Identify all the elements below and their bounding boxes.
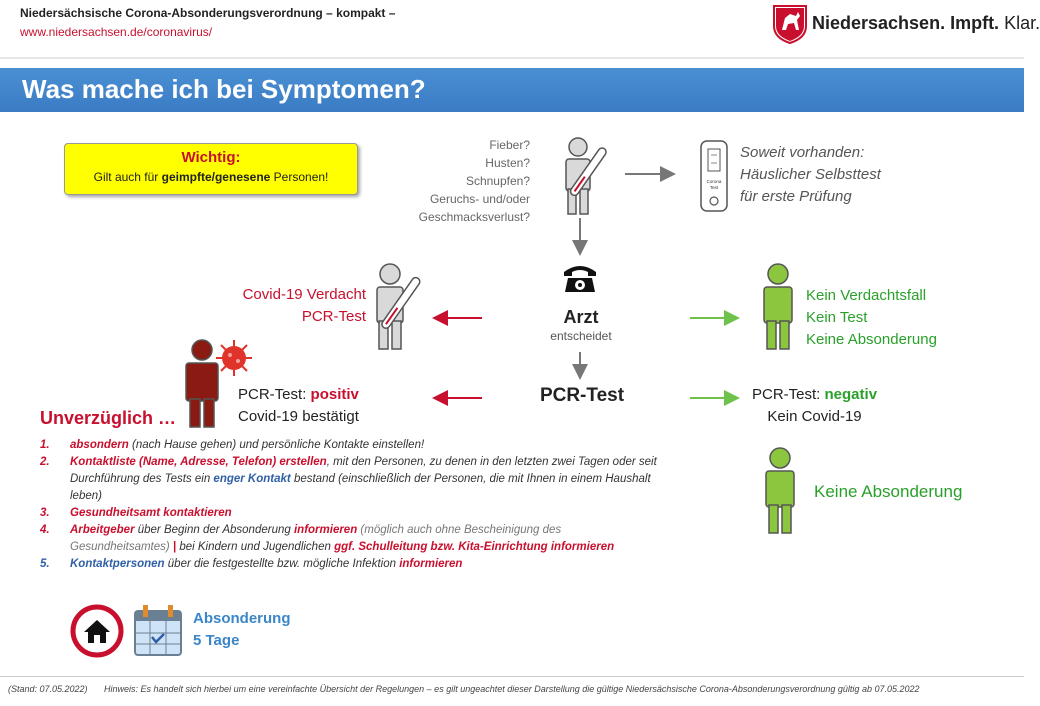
action-text: absondern (nach Hause gehen) und persönliche Kontakte einstellen! — [70, 439, 425, 451]
doctor-label: Arzt — [563, 307, 599, 327]
footer-date: (Stand: 07.05.2022) — [8, 684, 88, 694]
action-number: 2. — [40, 456, 50, 468]
isolation-duration: Absonderung 5 Tage — [193, 610, 291, 649]
action-item — [40, 522, 660, 556]
document-title: Niedersächsische Corona-Absonderungsverordnung – kompakt – — [20, 6, 396, 20]
notice-title: Wichtig: — [181, 149, 241, 166]
healthy-person-icon — [756, 262, 800, 352]
pcr-negative-result: PCR-Test: negativ Kein Covid-19 — [752, 386, 878, 425]
footer-hint: Hinweis: Es handelt sich hierbei um eine vereinfachte Übersicht der Regelungen – es gilt ungeachtet dieser Darstellung die gültige Niedersächsische Corona-Absonderungsverordnung gültig ab 07.05.2022 — [104, 684, 920, 694]
corona-self-test-icon — [699, 139, 729, 213]
immediate-actions-list — [40, 437, 660, 573]
selftest-note — [740, 142, 881, 208]
action-item — [40, 454, 660, 505]
selftest-line: Häuslicher Selbsttest — [740, 166, 881, 183]
action-number: 3. — [40, 507, 50, 519]
test-device-label: Test — [709, 185, 719, 190]
no-isolation-label: Keine Absonderung — [814, 482, 963, 501]
test-device-label: Corona — [706, 179, 722, 184]
action-text: Gesundheitsamt kontaktieren — [70, 507, 232, 519]
suspicion-label: Covid-19 Verdacht PCR-Test — [242, 286, 366, 325]
page-title: Was mache ich bei Symptomen? — [22, 74, 426, 104]
footer-divider — [0, 676, 1024, 677]
healthy-person-icon — [758, 446, 802, 536]
brand-slogan: Niedersachsen. Impft. Klar. — [812, 13, 1040, 33]
telephone-icon — [562, 262, 598, 294]
pcr-test-label: PCR-Test — [539, 385, 625, 406]
action-item — [40, 437, 660, 454]
action-item — [40, 505, 660, 522]
calendar-icon — [133, 603, 183, 657]
doctor-decides-label: entscheidet — [550, 329, 612, 343]
action-number: 1. — [40, 439, 50, 451]
selftest-line: für erste Prüfung — [740, 188, 852, 205]
action-number: 4. — [40, 524, 50, 536]
action-text: Arbeitgeber über Beginn der Absonderung informieren (möglich auch ohne Bescheinigung des Gesundheitsamtes) | bei Kindern und Jugendlichen ggf. Schulleitung bzw. Kita-Einrichtung informieren — [70, 524, 615, 553]
symptom-item: Schnupfen? — [465, 174, 530, 188]
action-number: 5. — [40, 558, 50, 570]
action-text: Kontaktliste (Name, Adresse, Telefon) erstellen, mit den Personen, zu denen in den letzten zwei Tagen oder seit Durchführung des Tests ein enger Kontakt bestand (einschließlich der Personen, die mit Ihnen in einem Haushalt leben) — [70, 456, 657, 502]
no-suspicion-label: Kein Verdachtsfall Kein Test Keine Absonderung — [806, 287, 937, 348]
notice-text: Gilt auch für geimpfte/genesene Personen! — [93, 170, 329, 184]
action-item — [40, 556, 660, 573]
symptom-item: Geruchs- und/oder — [429, 192, 530, 206]
stay-home-icon — [70, 604, 124, 658]
symptom-item: Fieber? — [489, 138, 530, 152]
action-text: Kontaktpersonen über die festgestellte bzw. mögliche Infektion informieren — [70, 558, 463, 570]
pcr-positive-result: PCR-Test: positiv Covid-19 bestätigt — [238, 386, 359, 425]
immediate-actions-title: Unverzüglich … — [40, 408, 177, 428]
symptom-item: Geschmacksverlust? — [418, 210, 530, 224]
website-link[interactable]: www.niedersachsen.de/coronavirus/ — [20, 25, 213, 39]
symptom-item: Husten? — [485, 156, 530, 170]
selftest-line: Soweit vorhanden: — [740, 144, 865, 161]
suspected-person-icon — [368, 262, 424, 352]
